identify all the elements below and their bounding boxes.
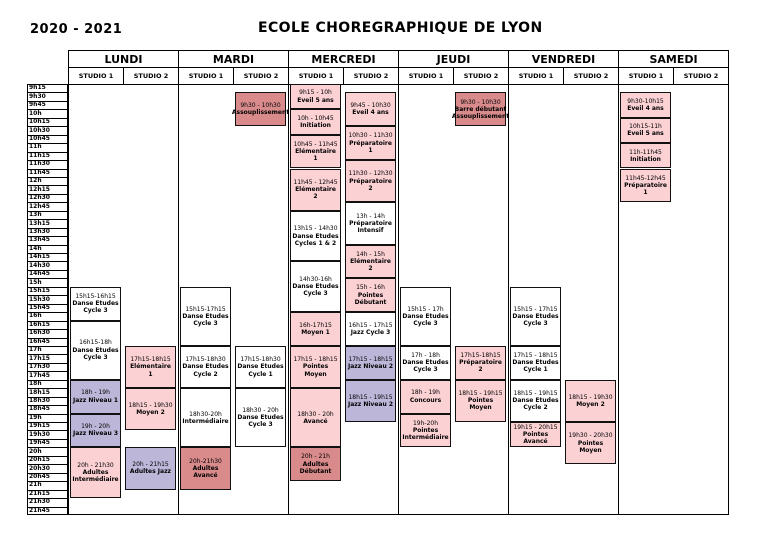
class-block bbox=[345, 126, 396, 160]
class-block bbox=[510, 380, 561, 422]
class-label: Danse Etudes Cycle 3 bbox=[237, 414, 284, 429]
time-row-divider bbox=[27, 261, 68, 262]
time-row-divider bbox=[27, 236, 68, 237]
studio-header: STUDIO 2 bbox=[123, 67, 179, 85]
time-label: 21h45 bbox=[29, 506, 50, 514]
class-block bbox=[70, 380, 121, 414]
class-block bbox=[70, 287, 121, 321]
class-time: 15h - 16h bbox=[356, 284, 385, 292]
class-time: 11h45-12h45 bbox=[625, 174, 666, 182]
time-row-divider bbox=[27, 177, 68, 178]
class-label: Danse Etudes Cycle 1 bbox=[237, 363, 284, 378]
time-label: 15h bbox=[29, 278, 42, 286]
time-label: 21h bbox=[29, 481, 42, 489]
class-time: 18h30-20h bbox=[189, 410, 222, 418]
class-block bbox=[290, 346, 341, 388]
time-row-divider bbox=[27, 126, 68, 127]
time-label: 16h30 bbox=[29, 329, 50, 337]
time-label: 17h bbox=[29, 346, 42, 354]
time-label: 20h45 bbox=[29, 473, 50, 480]
day-header-lundi: LUNDI bbox=[68, 50, 179, 68]
class-block bbox=[510, 346, 561, 380]
class-label: Elémentaire 1 bbox=[295, 147, 336, 163]
class-block bbox=[70, 447, 121, 498]
time-label: 11h15 bbox=[29, 151, 50, 159]
class-block bbox=[290, 312, 341, 346]
class-block bbox=[125, 346, 176, 388]
class-block bbox=[125, 388, 176, 430]
time-row-divider bbox=[27, 169, 68, 170]
time-label: 16h bbox=[29, 312, 42, 320]
class-time: 13h - 14h bbox=[356, 212, 385, 220]
class-label: Eveil 4 ans bbox=[352, 109, 389, 117]
time-label: 12h45 bbox=[29, 202, 50, 210]
class-block bbox=[345, 202, 396, 244]
class-block bbox=[565, 422, 616, 464]
class-block bbox=[290, 109, 341, 134]
time-row-divider bbox=[27, 101, 68, 102]
class-block bbox=[231, 92, 290, 126]
time-label: 13h30 bbox=[29, 227, 50, 235]
time-row-divider bbox=[27, 185, 68, 186]
class-block bbox=[620, 118, 671, 143]
class-label: Danse Etudes Cycle 1 bbox=[512, 359, 559, 374]
class-time: 10h30 - 11h30 bbox=[348, 132, 393, 140]
class-label: Elémentaire 2 bbox=[295, 186, 336, 201]
class-block bbox=[345, 312, 396, 346]
time-label: 14h45 bbox=[29, 270, 50, 278]
class-block bbox=[290, 388, 341, 447]
time-row-divider bbox=[27, 253, 68, 254]
time-row-divider bbox=[27, 363, 68, 364]
time-label: 21h30 bbox=[29, 498, 50, 506]
time-row-divider bbox=[27, 118, 68, 119]
class-label: Danse Etudes Cycle 3 bbox=[182, 312, 229, 327]
time-label: 11h45 bbox=[29, 168, 50, 176]
studio-header: STUDIO 1 bbox=[398, 67, 454, 85]
class-label: Initiation bbox=[300, 122, 331, 130]
class-label: Concours bbox=[409, 396, 442, 404]
class-time: 17h - 18h bbox=[411, 352, 440, 360]
studio-header: STUDIO 1 bbox=[68, 67, 124, 85]
class-block bbox=[290, 261, 341, 312]
class-label: Adultes Avancé bbox=[192, 464, 219, 480]
class-block bbox=[345, 245, 396, 279]
class-label: Pointes Avancé bbox=[522, 431, 549, 446]
time-row-divider bbox=[27, 346, 68, 347]
class-block bbox=[180, 447, 231, 489]
class-block bbox=[400, 287, 451, 346]
class-label: Danse Etudes Cycle 3 bbox=[292, 283, 339, 298]
time-row-divider bbox=[27, 447, 68, 448]
class-block bbox=[70, 321, 121, 380]
class-time: 16h15-18h bbox=[79, 339, 112, 347]
class-time: 18h - 19h bbox=[81, 389, 110, 397]
time-label: 20h bbox=[29, 447, 42, 455]
time-row-divider bbox=[27, 278, 68, 279]
time-row-divider bbox=[27, 194, 68, 195]
class-label: Adultes Intermédiaire bbox=[72, 469, 119, 484]
time-label: 13h bbox=[29, 211, 42, 219]
class-label: Danse Etudes Cycle 2 bbox=[512, 397, 559, 412]
class-time: 18h15 - 19h30 bbox=[128, 402, 173, 410]
class-time: 18h15 - 19h15 bbox=[458, 390, 503, 398]
class-time: 18h30 - 20h bbox=[242, 406, 279, 414]
class-block bbox=[345, 278, 396, 312]
class-time: 10h - 10h45 bbox=[297, 114, 334, 122]
class-label: Danse Etudes Cycles 1 & 2 bbox=[292, 232, 339, 247]
class-block bbox=[290, 447, 341, 481]
class-time: 17h15-18h30 bbox=[240, 356, 281, 364]
time-label: 14h bbox=[29, 244, 42, 252]
time-row-divider bbox=[27, 456, 68, 457]
time-label: 12h bbox=[29, 177, 42, 185]
class-label: Préparatoire 2 bbox=[349, 177, 392, 192]
class-time: 19h-20h bbox=[412, 419, 439, 427]
time-row-divider bbox=[27, 371, 68, 372]
time-row-divider bbox=[27, 109, 68, 110]
studio-header: STUDIO 1 bbox=[508, 67, 564, 85]
time-row-divider bbox=[27, 464, 68, 465]
time-row-divider bbox=[27, 439, 68, 440]
class-label: Préparatoire Intensif bbox=[349, 219, 392, 235]
class-label: Adultes Jazz bbox=[129, 468, 172, 476]
studio-header: STUDIO 1 bbox=[288, 67, 344, 85]
time-row-divider bbox=[27, 329, 68, 330]
class-time: 9h15 - 10h bbox=[299, 89, 332, 97]
class-block bbox=[345, 160, 396, 202]
class-block bbox=[510, 422, 561, 447]
class-block bbox=[290, 211, 341, 262]
time-row-divider bbox=[27, 422, 68, 423]
time-row-divider bbox=[27, 388, 68, 389]
time-label: 13h15 bbox=[29, 219, 50, 227]
time-row-divider bbox=[27, 304, 68, 305]
class-label: Danse Etudes Cycle 3 bbox=[402, 312, 449, 327]
time-label: 10h15 bbox=[29, 118, 50, 126]
time-label: 11h30 bbox=[29, 160, 50, 168]
class-label: Danse Etudes Cycle 2 bbox=[182, 363, 229, 378]
page-title: ECOLE CHOREGRAPHIQUE DE LYON bbox=[258, 20, 543, 36]
studio-header: STUDIO 2 bbox=[563, 67, 619, 85]
time-label: 20h30 bbox=[29, 464, 50, 472]
studio-header: STUDIO 2 bbox=[453, 67, 509, 85]
class-block bbox=[451, 92, 510, 126]
time-row-divider bbox=[27, 160, 68, 161]
class-block bbox=[620, 143, 671, 168]
time-label: 10h30 bbox=[29, 126, 50, 134]
class-block bbox=[180, 287, 231, 346]
day-header-samedi: SAMEDI bbox=[618, 50, 729, 68]
time-label: 12h30 bbox=[29, 194, 50, 202]
time-row-divider bbox=[27, 380, 68, 381]
class-time: 20h - 21h bbox=[301, 453, 330, 461]
class-block bbox=[235, 346, 286, 388]
time-label: 16h15 bbox=[29, 320, 50, 328]
class-label: Jazz Niveau 2 bbox=[348, 362, 393, 370]
time-row-divider bbox=[27, 135, 68, 136]
class-time: 20h - 21h15 bbox=[132, 461, 169, 469]
time-row-divider bbox=[27, 152, 68, 153]
time-row-divider bbox=[27, 338, 68, 339]
class-label: Eveil 5 ans bbox=[627, 130, 664, 138]
class-block bbox=[345, 346, 396, 380]
time-row-divider bbox=[27, 498, 68, 499]
time-row-divider bbox=[27, 405, 68, 406]
time-label: 15h45 bbox=[29, 304, 50, 311]
class-time: 10h45 - 11h45 bbox=[293, 140, 338, 148]
studio-header: STUDIO 2 bbox=[673, 67, 729, 85]
class-label: Préparatoire 1 bbox=[349, 139, 392, 154]
class-label: Initiation bbox=[630, 155, 661, 163]
class-time: 20h - 21h30 bbox=[77, 461, 114, 469]
class-time: 19h - 20h bbox=[81, 423, 110, 431]
studio-header: STUDIO 2 bbox=[233, 67, 289, 85]
class-time: 18h15 - 19h15 bbox=[348, 393, 393, 401]
time-label: 17h45 bbox=[29, 371, 50, 379]
time-label: 9h30 bbox=[29, 92, 46, 100]
time-label: 14h15 bbox=[29, 253, 50, 261]
class-time: 11h30 - 12h30 bbox=[348, 170, 393, 178]
class-label: Pointes Moyen bbox=[577, 439, 604, 454]
time-row-divider bbox=[27, 287, 68, 288]
time-row-divider bbox=[27, 507, 68, 508]
class-block bbox=[290, 135, 341, 169]
class-time: 18h15 - 19h30 bbox=[568, 393, 613, 401]
time-row-divider bbox=[27, 481, 68, 482]
class-time: 19h15 - 20h15 bbox=[513, 423, 558, 431]
class-time: 16h-17h15 bbox=[299, 321, 332, 329]
class-label: Jazz Niveau 3 bbox=[73, 430, 118, 438]
class-label: Intermédiaire bbox=[182, 417, 229, 425]
class-label: Moyen 1 bbox=[301, 329, 330, 337]
time-row-divider bbox=[27, 245, 68, 246]
class-label: Préparatoire 1 bbox=[624, 181, 667, 196]
time-row-divider bbox=[27, 354, 68, 355]
class-label: Eveil 5 ans bbox=[297, 96, 334, 104]
class-time: 9h30 - 10h30 bbox=[240, 102, 281, 110]
time-label: 19h bbox=[29, 413, 42, 421]
class-time: 14h30-16h bbox=[299, 276, 332, 283]
class-time: 15h15-17h15 bbox=[185, 305, 226, 313]
class-label: Jazz Cycle 3 bbox=[350, 329, 391, 337]
class-block bbox=[125, 447, 176, 489]
class-label: Jazz Niveau 2 bbox=[348, 400, 393, 408]
class-time: 11h45 - 12h45 bbox=[293, 178, 338, 186]
class-label: Eveil 4 ans bbox=[627, 105, 664, 113]
day-header-vendredi: VENDREDI bbox=[508, 50, 619, 68]
class-label: Elémentaire 2 bbox=[350, 257, 391, 273]
class-block bbox=[510, 287, 561, 346]
class-block bbox=[400, 380, 451, 414]
class-block bbox=[290, 169, 341, 211]
class-label: Assouplissement bbox=[231, 109, 290, 117]
time-label: 12h15 bbox=[29, 185, 50, 193]
time-row-divider bbox=[27, 92, 68, 93]
class-time: 11h-11h45 bbox=[629, 148, 662, 156]
class-label: Danse Etudes Cycle 3 bbox=[72, 300, 119, 315]
class-time: 17h15 - 18h15 bbox=[513, 352, 558, 360]
class-label: Avancé bbox=[303, 417, 328, 425]
class-time: 9h30 - 10h30 bbox=[460, 98, 501, 106]
class-time: 14h - 15h bbox=[356, 250, 385, 258]
class-block bbox=[620, 169, 671, 203]
time-row-divider bbox=[27, 397, 68, 398]
studio-header: STUDIO 1 bbox=[178, 67, 234, 85]
time-label: 20h15 bbox=[29, 456, 50, 464]
class-label: Danse Etudes Cycle 3 bbox=[402, 359, 449, 374]
class-time: 17h15 - 18h15 bbox=[293, 356, 338, 364]
time-label: 13h45 bbox=[29, 236, 50, 244]
class-block bbox=[400, 414, 451, 448]
time-row-divider bbox=[27, 219, 68, 220]
time-row-divider bbox=[27, 270, 68, 271]
class-time: 9h45 - 10h30 bbox=[350, 102, 391, 110]
time-label: 19h45 bbox=[29, 439, 50, 447]
time-label: 18h45 bbox=[29, 405, 50, 413]
class-block bbox=[180, 388, 231, 447]
class-block bbox=[455, 380, 506, 422]
class-label: Moyen 2 bbox=[576, 400, 605, 408]
time-label: 9h15 bbox=[29, 84, 46, 92]
class-label: Préparatoire 2 bbox=[459, 359, 502, 374]
time-label: 18h30 bbox=[29, 396, 50, 404]
class-time: 15h15 - 17h bbox=[407, 305, 444, 313]
class-label: Barre débutant Assouplissement bbox=[451, 105, 510, 120]
time-label: 14h30 bbox=[29, 261, 50, 269]
time-row-divider bbox=[27, 490, 68, 491]
studio-header: STUDIO 2 bbox=[343, 67, 399, 85]
class-label: Pointes Moyen bbox=[467, 397, 494, 412]
class-label: Moyen 2 bbox=[136, 409, 165, 417]
time-label: 10h bbox=[29, 109, 42, 117]
class-block bbox=[70, 414, 121, 448]
class-block bbox=[345, 92, 396, 126]
time-label: 18h15 bbox=[29, 388, 50, 396]
class-label: Pointes Débutant bbox=[354, 291, 387, 306]
time-label: 19h30 bbox=[29, 430, 50, 438]
class-block bbox=[180, 346, 231, 388]
class-time: 15h15-16h15 bbox=[75, 292, 116, 300]
class-time: 18h30 - 20h bbox=[297, 410, 334, 418]
class-label: Elémentaire 1 bbox=[130, 363, 171, 378]
class-label: Jazz Niveau 1 bbox=[73, 396, 118, 404]
class-label: Danse Etudes Cycle 3 bbox=[72, 346, 119, 361]
time-row-divider bbox=[27, 202, 68, 203]
class-label: Adultes Débutant bbox=[299, 460, 332, 475]
time-label: 21h15 bbox=[29, 489, 50, 497]
time-row-divider bbox=[27, 414, 68, 415]
time-label: 19h15 bbox=[29, 422, 50, 430]
class-label: Pointes Moyen bbox=[302, 363, 329, 378]
class-time: 17h15-18h15 bbox=[460, 352, 501, 360]
time-row-divider bbox=[27, 312, 68, 313]
time-label: 18h bbox=[29, 380, 42, 388]
class-block bbox=[455, 346, 506, 380]
time-row-divider bbox=[27, 430, 68, 431]
time-row-divider bbox=[27, 321, 68, 322]
day-header-jeudi: JEUDI bbox=[398, 50, 509, 68]
time-label: 10h45 bbox=[29, 135, 50, 142]
class-time: 19h30 - 20h30 bbox=[568, 432, 613, 440]
class-time: 16h15 - 17h15 bbox=[348, 321, 393, 329]
class-time: 17h15 - 18h15 bbox=[348, 355, 393, 363]
school-year: 2020 - 2021 bbox=[30, 22, 123, 37]
class-block bbox=[400, 346, 451, 380]
class-time: 17h15-18h30 bbox=[185, 356, 226, 364]
class-block bbox=[620, 92, 671, 117]
class-time: 13h15 - 14h30 bbox=[293, 225, 338, 233]
class-block bbox=[345, 380, 396, 422]
class-time: 18h - 19h bbox=[411, 389, 440, 397]
time-label: 17h15 bbox=[29, 354, 50, 362]
class-time: 20h-21h30 bbox=[189, 457, 222, 465]
class-block bbox=[235, 388, 286, 447]
class-time: 15h15 - 17h15 bbox=[513, 305, 558, 313]
time-label: 9h45 bbox=[29, 101, 46, 109]
time-label: 16h45 bbox=[29, 337, 50, 345]
studio-header: STUDIO 1 bbox=[618, 67, 674, 85]
day-header-mercredi: MERCREDI bbox=[288, 50, 399, 68]
time-label: 15h15 bbox=[29, 287, 50, 295]
time-row-divider bbox=[27, 295, 68, 296]
time-row-divider bbox=[27, 228, 68, 229]
time-label: 17h30 bbox=[29, 363, 50, 371]
class-block bbox=[565, 380, 616, 422]
time-row-divider bbox=[27, 473, 68, 474]
class-block bbox=[290, 84, 341, 109]
time-row-divider bbox=[27, 143, 68, 144]
class-time: 18h15 - 19h15 bbox=[513, 390, 558, 398]
time-row-divider bbox=[27, 211, 68, 212]
class-label: Pointes Intermédiaire bbox=[402, 426, 449, 442]
time-label: 11h bbox=[29, 143, 42, 151]
time-label: 15h30 bbox=[29, 295, 50, 303]
day-header-mardi: MARDI bbox=[178, 50, 289, 68]
class-time: 17h15-18h15 bbox=[130, 356, 171, 364]
class-time: 9h30-10h15 bbox=[627, 97, 664, 105]
class-time: 10h15-11h bbox=[629, 123, 662, 131]
class-label: Danse Etudes Cycle 3 bbox=[512, 312, 559, 327]
